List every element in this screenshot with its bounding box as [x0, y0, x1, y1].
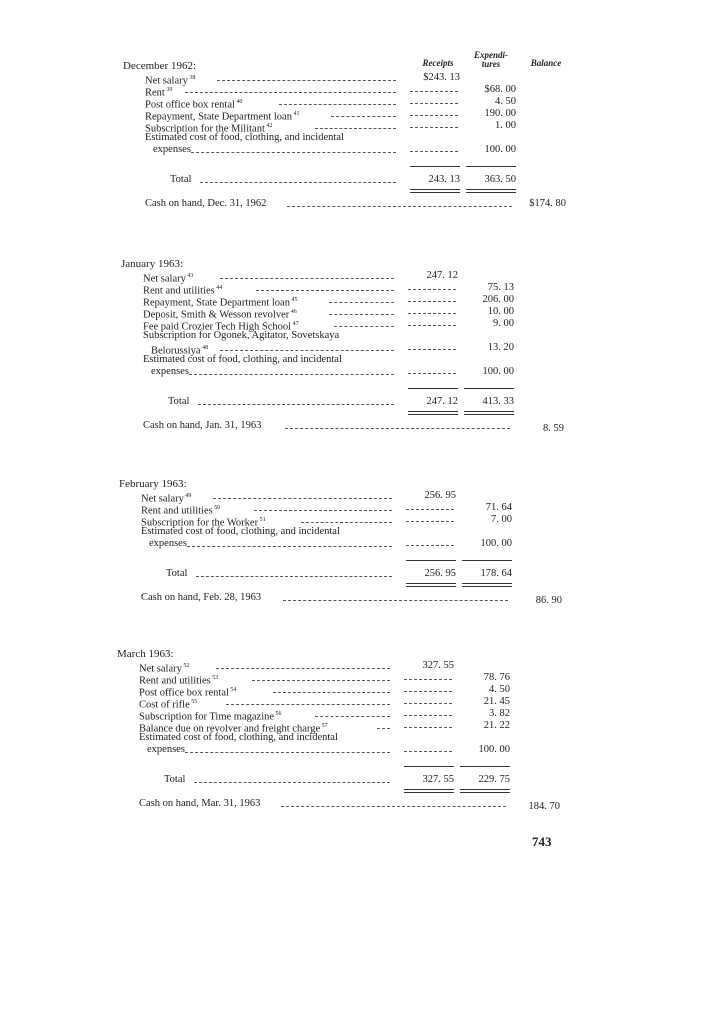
dot-leader: [217, 72, 396, 81]
table-row: [0, 526, 714, 538]
table-row: [0, 708, 714, 723]
footnote-ref: 49: [183, 493, 192, 499]
table-row: [0, 270, 714, 285]
dot-leader: [185, 744, 390, 753]
total-receipts: 243. 13: [428, 174, 460, 185]
row-label-continued: Belorussiya $^{48}$: [151, 345, 209, 357]
expenditure-value: 21. 45: [483, 696, 510, 707]
total-expenditures: 413. 33: [482, 396, 514, 407]
balance-value: $174. 80: [529, 198, 566, 209]
subtotal-rule: [464, 388, 514, 389]
dot-leader: [213, 490, 392, 499]
total-expenditures: 178. 64: [480, 568, 512, 579]
cash-label: Cash on hand, Feb. 28, 1963: [141, 592, 262, 603]
expenditure-value: 206. 00: [482, 294, 514, 305]
receipt-empty: [408, 318, 456, 326]
expenditure-value: 10. 00: [487, 306, 514, 317]
balance-value: 184. 70: [528, 801, 560, 812]
expenditure-value: 7. 00: [491, 514, 512, 525]
dot-leader: [200, 174, 396, 183]
table-row: [0, 108, 714, 123]
receipt-empty: [404, 684, 452, 692]
table-row: [0, 96, 714, 111]
subtotal-rule: [460, 766, 510, 767]
dot-leader: [301, 514, 392, 523]
row-label: Post office box rental $^{40}$: [145, 99, 243, 111]
row-label: Subscription for the Militant $^{42}$: [145, 123, 273, 135]
expenditure-value: $68. 00: [484, 84, 516, 95]
table-row: [0, 72, 714, 87]
total-row: [0, 568, 714, 580]
expenditures-header: Expendi- tures: [473, 50, 508, 69]
receipt-value: 327. 55: [422, 660, 454, 671]
total-double-rule: [408, 411, 458, 415]
total-row: [0, 174, 714, 186]
footnote-ref: 56: [274, 711, 282, 717]
subtotal-rule: [410, 166, 460, 167]
receipt-empty: [408, 282, 456, 290]
total-receipts: 256. 95: [424, 568, 456, 579]
dot-leader: [281, 798, 506, 807]
dot-leader: [187, 538, 392, 547]
dot-leader: [315, 120, 396, 129]
receipt-empty: [404, 744, 452, 752]
total-double-rule: [462, 583, 512, 587]
receipt-empty: [404, 720, 452, 728]
expenditure-value: 4. 50: [489, 684, 510, 695]
expenditure-value: 1. 00: [495, 120, 516, 131]
table-row: [0, 684, 714, 699]
dot-leader: [256, 282, 394, 291]
receipt-empty: [410, 144, 458, 152]
cash-on-hand-row: [0, 592, 714, 604]
receipt-empty: [410, 96, 458, 104]
expenditure-value: 9. 00: [493, 318, 514, 329]
receipt-empty: [410, 84, 458, 92]
receipt-empty: [404, 708, 452, 716]
cash-on-hand-row: [0, 798, 714, 810]
dot-leader: [226, 696, 390, 705]
footnote-ref: 45: [289, 297, 298, 303]
dot-leader: [194, 774, 390, 783]
expenditure-value: 3. 82: [489, 708, 510, 719]
total-label: Total: [170, 174, 192, 185]
total-receipts: 247. 12: [426, 396, 458, 407]
dot-leader: [329, 306, 394, 315]
footnote-ref: 46: [289, 309, 297, 315]
total-label: Total: [166, 568, 188, 579]
dot-leader: [315, 708, 390, 717]
table-row-continued: [0, 144, 714, 156]
receipt-empty: [408, 366, 456, 374]
dot-leader: [189, 366, 394, 375]
cash-label: Cash on hand, Jan. 31, 1963: [143, 420, 262, 431]
row-label: Deposit, Smith & Wesson revolver $^{46}$: [143, 309, 297, 321]
footnote-ref: 54: [228, 687, 237, 693]
footnote-ref: 52: [181, 663, 190, 669]
total-expenditures: 229. 75: [478, 774, 510, 785]
row-label: Repayment, State Department loan $^{41}$: [145, 111, 300, 123]
row-label: Subscription for Ogonek, Agitator, Sovetskaya: [143, 330, 340, 341]
receipt-empty: [404, 696, 452, 704]
footnote-ref: 44: [214, 285, 223, 291]
subtotal-rule: [404, 766, 454, 767]
row-label-continued: expenses: [151, 366, 189, 377]
row-label: Rent and utilities $^{50}$: [141, 505, 221, 517]
dot-leader: [329, 294, 394, 303]
dot-leader: [377, 720, 390, 729]
dot-leader: [252, 672, 390, 681]
dot-leader: [198, 396, 394, 405]
balance-value: 8. 59: [543, 423, 564, 434]
month-heading: March 1963:: [117, 648, 174, 660]
cash-on-hand-row: [0, 420, 714, 432]
footnote-ref: 50: [212, 505, 221, 511]
receipt-empty: [408, 306, 456, 314]
expenditure-value: 71. 64: [485, 502, 512, 513]
subtotal-rule: [466, 166, 516, 167]
footnote-ref: 47: [291, 321, 299, 327]
receipt-empty: [408, 342, 456, 350]
row-label: Estimated cost of food, clothing, and incidental: [145, 132, 344, 143]
total-double-rule: [410, 189, 460, 193]
dot-leader: [196, 568, 392, 577]
total-double-rule: [464, 411, 514, 415]
receipts-header: Receipts: [422, 58, 454, 68]
table-row-continued: [0, 744, 714, 756]
dot-leader: [331, 108, 396, 117]
table-row-continued: [0, 366, 714, 378]
row-label: Cost of rifle $^{55}$: [139, 699, 198, 711]
row-label: Net salary $^{38}$: [145, 75, 196, 87]
dot-leader: [287, 198, 512, 207]
row-label-continued: expenses: [153, 144, 191, 155]
footnote-ref: 40: [234, 99, 243, 105]
subtotal-rule: [406, 560, 456, 561]
cash-label: Cash on hand, Dec. 31, 1962: [145, 198, 267, 209]
expenditure-value: 100. 00: [484, 144, 516, 155]
dot-leader: [220, 342, 394, 351]
receipt-value: 256. 95: [424, 490, 456, 501]
dot-leader: [191, 144, 396, 153]
receipt-empty: [410, 108, 458, 116]
table-row: [0, 354, 714, 366]
cash-label: Cash on hand, Mar. 31, 1963: [139, 798, 261, 809]
table-row: [0, 502, 714, 517]
row-label: Net salary $^{49}$: [141, 493, 192, 505]
dot-leader: [220, 270, 394, 279]
footnote-ref: 42: [264, 123, 273, 129]
total-label: Total: [164, 774, 186, 785]
expenditure-value: 4. 50: [495, 96, 516, 107]
cash-on-hand-row: [0, 198, 714, 210]
table-row: [0, 732, 714, 744]
dot-leader: [279, 96, 396, 105]
receipt-empty: [406, 538, 454, 546]
page-number: 743: [532, 834, 552, 849]
footnote-ref: 57: [320, 723, 328, 729]
subtotal-rule: [408, 388, 458, 389]
subtotal-rule: [462, 560, 512, 561]
table-row: [0, 120, 714, 135]
month-heading: February 1963:: [119, 478, 187, 490]
month-heading: January 1963:: [121, 258, 184, 270]
row-label: Estimated cost of food, clothing, and incidental: [139, 732, 338, 743]
footnote-ref: 43: [185, 273, 194, 279]
expenditure-value: 100. 00: [480, 538, 512, 549]
table-row: [0, 306, 714, 321]
total-receipts: 327. 55: [422, 774, 454, 785]
dot-leader: [216, 660, 390, 669]
receipt-value: 247. 12: [426, 270, 458, 281]
row-label: Net salary $^{52}$: [139, 663, 190, 675]
footnote-ref: 39: [164, 87, 173, 93]
expenditure-value: 13. 20: [487, 342, 514, 353]
receipt-empty: [406, 514, 454, 522]
row-label: Rent and utilities $^{53}$: [139, 675, 219, 687]
expenditure-value: 78. 76: [483, 672, 510, 683]
total-label: Total: [168, 396, 190, 407]
table-row: [0, 660, 714, 675]
expenditure-value: 100. 00: [482, 366, 514, 377]
table-row: [0, 330, 714, 342]
receipt-empty: [404, 672, 452, 680]
table-row: [0, 720, 714, 735]
footnote-ref: 53: [210, 675, 219, 681]
table-row: [0, 514, 714, 529]
dot-leader: [185, 84, 396, 93]
dot-leader: [254, 502, 392, 511]
footnote-ref: 38: [187, 75, 196, 81]
row-label: Rent and utilities $^{44}$: [143, 285, 223, 297]
month-heading: December 1962:: [123, 60, 196, 72]
footnote-ref: 41: [291, 111, 300, 117]
dot-leader: [334, 318, 394, 327]
table-row: [0, 282, 714, 297]
balance-header: Balance: [530, 58, 562, 68]
expenditure-value: 21. 22: [483, 720, 510, 731]
table-row: [0, 84, 714, 99]
table-row: [0, 318, 714, 333]
table-row: [0, 294, 714, 309]
total-double-rule: [466, 189, 516, 193]
total-expenditures: 363. 50: [484, 174, 516, 185]
table-row-continued: [0, 538, 714, 550]
row-label: Fee paid Crozier Tech High School $^{47}$: [143, 321, 299, 333]
receipt-empty: [410, 120, 458, 128]
footnote-ref: 51: [258, 517, 266, 523]
row-label: Estimated cost of food, clothing, and incidental: [141, 526, 340, 537]
row-label-continued: expenses: [147, 744, 185, 755]
total-double-rule: [406, 583, 456, 587]
balance-value: 86. 90: [535, 595, 562, 606]
dot-leader: [285, 420, 510, 429]
total-double-rule: [404, 789, 454, 793]
row-label: Subscription for the Worker $^{51}$: [141, 517, 266, 529]
total-row: [0, 396, 714, 408]
footnote-ref: 48: [200, 345, 209, 351]
dot-leader: [283, 592, 508, 601]
row-label: Post office box rental $^{54}$: [139, 687, 237, 699]
table-row: [0, 490, 714, 505]
dot-leader: [273, 684, 390, 693]
row-label: Estimated cost of food, clothing, and incidental: [143, 354, 342, 365]
total-row: [0, 774, 714, 786]
expenditure-value: 75. 13: [487, 282, 514, 293]
row-label: Balance due on revolver and freight charge $^{57}$: [139, 723, 328, 735]
row-label-continued: expenses: [149, 538, 187, 549]
table-row: [0, 132, 714, 144]
row-label: Repayment, State Department loan $^{45}$: [143, 297, 298, 309]
receipt-value: $243. 13: [423, 72, 460, 83]
row-label: Subscription for Time magazine $^{56}$: [139, 711, 282, 723]
row-label: Net salary $^{43}$: [143, 273, 194, 285]
total-double-rule: [460, 789, 510, 793]
receipt-empty: [408, 294, 456, 302]
table-row: [0, 696, 714, 711]
receipt-empty: [406, 502, 454, 510]
expenditure-value: 100. 00: [478, 744, 510, 755]
table-row-continued: [0, 342, 714, 357]
footnote-ref: 55: [189, 699, 198, 705]
table-row: [0, 672, 714, 687]
expenditure-value: 190. 00: [484, 108, 516, 119]
row-label: Rent $^{39}$: [145, 87, 173, 99]
